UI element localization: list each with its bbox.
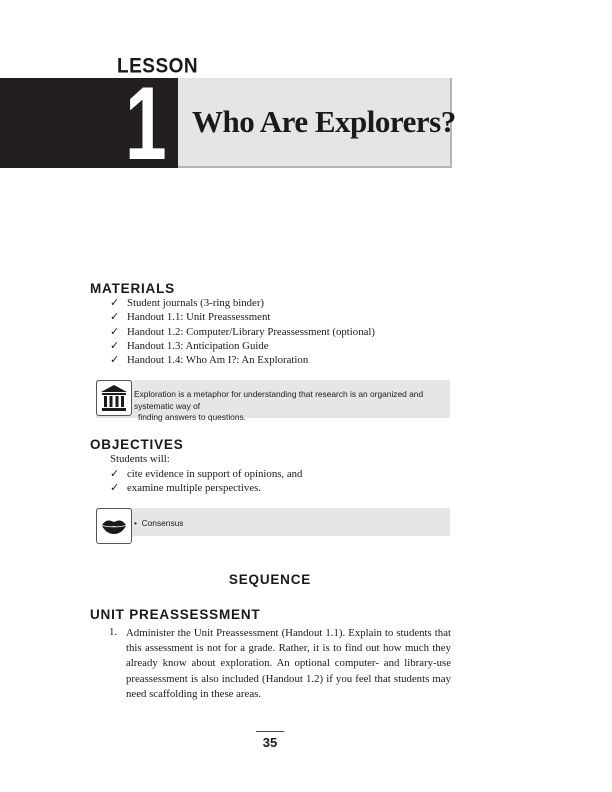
title-box xyxy=(178,78,456,168)
materials-list xyxy=(110,296,375,367)
lips-icon xyxy=(96,508,132,544)
lesson-number: 1 xyxy=(125,66,167,182)
objectives-intro: Students will: xyxy=(110,453,170,465)
bullet: • xyxy=(134,518,137,528)
check-icon: ✓ xyxy=(110,468,120,480)
list-item: ✓ Handout 1.2: Computer/Library Preassessment (optional) xyxy=(110,325,375,338)
check-icon: ✓ xyxy=(110,297,120,309)
step-number: 1. xyxy=(109,626,118,638)
list-item: ✓ cite evidence in support of opinions, and xyxy=(110,468,303,480)
check-icon: ✓ xyxy=(110,325,120,338)
step-text: Administer the Unit Preassessment (Handout 1.1). Explain to students that this assessment is not for a grade. Rather, it is to find out how much they already know about exploration. An optional computer- and library-use preassessment is also included (Handout 1.2) if you feel that students may need scaffolding in these areas. xyxy=(126,627,451,700)
materials-heading: MATERIALS xyxy=(90,281,175,296)
unit-preassessment-heading: UNIT PREASSESSMENT xyxy=(90,607,261,622)
check-icon: ✓ xyxy=(110,339,120,352)
vocab-term: • Consensus xyxy=(134,518,184,528)
objectives-list xyxy=(110,467,302,496)
page-number: 35 xyxy=(262,735,278,750)
building-columns-icon xyxy=(96,380,132,416)
lesson-title: Who Are Explorers? xyxy=(192,104,456,139)
lesson-label: LESSON xyxy=(117,54,199,78)
objectives-heading: OBJECTIVES xyxy=(90,437,184,452)
concept-callout xyxy=(96,380,450,422)
check-icon: ✓ xyxy=(110,311,120,324)
concept-text: Exploration is a metaphor for understanding that research is an organized and systematic way of finding answers to questions. xyxy=(134,389,424,422)
sequence-heading: SEQUENCE xyxy=(228,572,312,587)
check-icon: ✓ xyxy=(110,354,120,367)
list-item: ✓ examine multiple perspectives. xyxy=(110,482,262,495)
list-item: ✓ Handout 1.1: Unit Preassessment xyxy=(110,311,271,324)
check-icon: ✓ xyxy=(110,482,120,495)
list-item: ✓ Handout 1.3: Anticipation Guide xyxy=(110,339,269,352)
vocab-callout xyxy=(96,508,450,536)
list-item: ✓ Handout 1.4: Who Am I?: An Exploration xyxy=(110,354,309,367)
list-item: ✓ Student journals (3-ring binder) xyxy=(110,297,265,309)
page-rule xyxy=(256,731,284,732)
